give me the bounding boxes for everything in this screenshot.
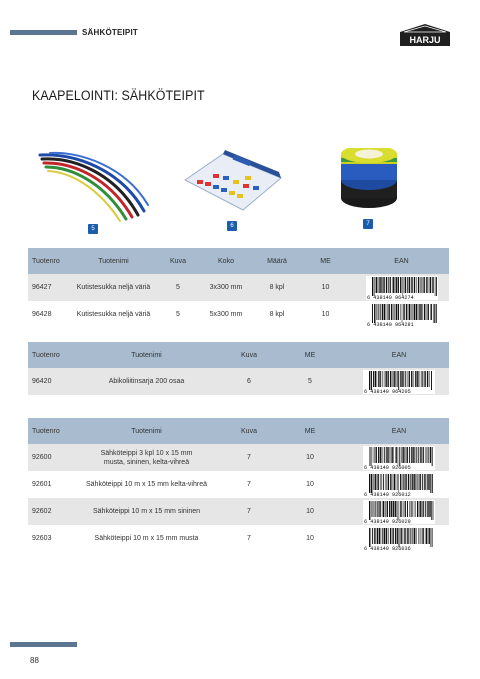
col-header-ean: EAN [394, 257, 409, 265]
cell-maara: 8 kpl [269, 284, 285, 291]
col-header-me: ME [320, 257, 331, 265]
product-table-electrical-tape [28, 418, 449, 552]
table-row [28, 525, 449, 552]
image-badge: 6 [227, 221, 237, 231]
table-header-row [28, 418, 449, 444]
cell-tuotenimi: Sähköteippi 10 m x 15 mm musta [94, 535, 199, 542]
cell-tuotenimi: Kutistesukka neljä väriä [76, 311, 151, 318]
ean-barcode [363, 446, 435, 470]
cell-tuotenro: 96420 [32, 378, 52, 385]
ean-digits: 6 438140 926012 [364, 491, 411, 497]
heat-shrink-tubes-image [36, 145, 151, 225]
cell-kuva: 6 [247, 378, 251, 385]
cell-me: 10 [321, 284, 330, 291]
cell-kuva: 7 [247, 535, 251, 542]
table-row [28, 471, 449, 498]
col-header-ean: EAN [391, 427, 407, 435]
cell-kuva: 7 [247, 481, 251, 488]
col-header-me: ME [304, 427, 316, 435]
cell-me: 10 [306, 508, 314, 515]
cell-tuotenimi: Kutistesukka neljä väriä [76, 284, 151, 291]
product-name-line: musta, sininen, kelta-vihreä [103, 458, 190, 466]
col-header-tuotenro: Tuotenro [32, 427, 60, 435]
cell-koko: 5x300 mm [209, 311, 243, 318]
product-table-terminal-kit [28, 342, 449, 395]
image-badge: 7 [363, 219, 373, 229]
cell-ean [349, 525, 449, 552]
cell-ean [349, 498, 449, 525]
ean-barcode [363, 370, 435, 394]
ean-digits: 6 438140 964281 [366, 321, 414, 327]
table-row [28, 444, 449, 471]
ean-barcode [366, 276, 438, 300]
cell-ean [354, 301, 449, 328]
cell-tuotenimi: Sähköteippi 10 m x 15 mm sininen [93, 508, 200, 515]
insulated-terminal-kit-image [183, 150, 283, 216]
cell-tuotenro: 92603 [32, 535, 52, 542]
cell-kuva: 7 [247, 508, 251, 515]
cell-me: 10 [306, 454, 314, 461]
top-accent-bar [10, 30, 77, 35]
ean-barcode [363, 527, 435, 551]
table-header-row [28, 342, 449, 368]
cell-tuotenro: 92602 [32, 508, 52, 515]
ean-barcode [366, 303, 438, 327]
harju-logo [400, 24, 450, 46]
cell-kuva: 7 [247, 454, 251, 461]
table-row [28, 301, 449, 328]
cell-ean [354, 274, 449, 301]
table-row [28, 498, 449, 525]
table-row [28, 368, 449, 395]
cell-me: 10 [306, 535, 314, 542]
cell-kuva: 5 [176, 311, 180, 318]
cell-ean [349, 471, 449, 498]
col-header-tuotenro: Tuotenro [32, 257, 60, 265]
col-header-tuotenimi: Tuotenimi [98, 257, 129, 265]
page-heading: KAAPELOINTI: SÄHKÖTEIPIT [32, 88, 205, 103]
cell-tuotenro: 96427 [32, 284, 52, 291]
table-header-row [28, 248, 449, 274]
image-badge: 5 [88, 224, 98, 234]
ean-barcode [363, 473, 435, 497]
col-header-tuotenimi: Tuotenimi [131, 427, 162, 435]
cell-kuva: 5 [176, 284, 180, 291]
col-header-maara: Määrä [267, 257, 287, 265]
col-header-me: ME [304, 351, 316, 359]
cell-me: 5 [308, 378, 312, 385]
logo-text: HARJU [409, 35, 441, 45]
cell-maara: 8 kpl [269, 311, 285, 318]
col-header-kuva: Kuva [170, 257, 186, 265]
col-header-tuotenimi: Tuotenimi [131, 351, 162, 359]
cell-ean [349, 368, 449, 395]
cell-tuotenimi [66, 444, 227, 471]
ean-digits: 6 438140 926029 [364, 518, 411, 524]
bottom-accent-bar [10, 642, 77, 647]
electrical-tape-rolls-image [338, 148, 400, 213]
cell-me: 10 [306, 481, 314, 488]
col-header-kuva: Kuva [241, 351, 257, 359]
cell-me: 10 [321, 311, 330, 318]
col-header-kuva: Kuva [241, 427, 257, 435]
col-header-koko: Koko [218, 257, 234, 265]
ean-digits: 6 438140 926036 [364, 545, 411, 551]
cell-tuotenimi: Sähköteippi 10 m x 15 mm kelta-vihreä [86, 481, 207, 488]
section-title: SÄHKÖTEIPIT [82, 28, 138, 37]
cell-tuotenro: 92600 [32, 454, 52, 461]
col-header-ean: EAN [391, 351, 407, 359]
ean-digits: 6 438140 964274 [366, 294, 414, 300]
cell-tuotenimi: Abikoliitinsarja 200 osaa [108, 378, 185, 385]
cell-koko: 3x300 mm [209, 284, 243, 291]
page-number: 88 [30, 656, 39, 665]
ean-digits: 6 438140 964205 [364, 388, 411, 394]
ean-barcode [363, 500, 435, 524]
cell-tuotenro: 92601 [32, 481, 52, 488]
product-name-line: Sähköteippi 3 kpl 10 x 15 mm [100, 449, 193, 457]
cell-ean [349, 444, 449, 471]
ean-digits: 6 438140 926005 [364, 464, 411, 470]
col-header-tuotenro: Tuotenro [32, 351, 60, 359]
cell-tuotenro: 96428 [32, 311, 52, 318]
product-table-heat-shrink [28, 248, 449, 328]
table-row [28, 274, 449, 301]
